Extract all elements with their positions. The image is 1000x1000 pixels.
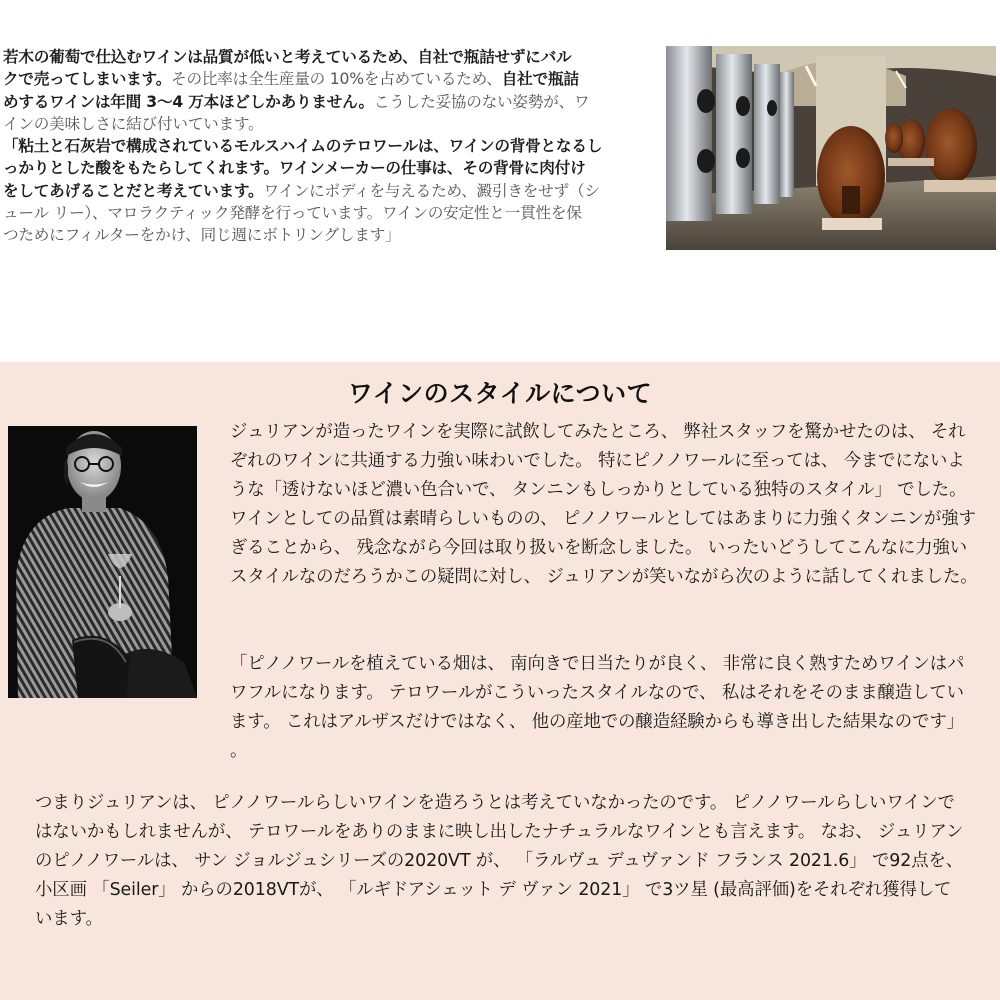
top-text-line <box>3 91 653 113</box>
emphasized-text: 自社で瓶詰 <box>501 70 579 89</box>
top-text-line <box>3 135 653 157</box>
conclusion-paragraph: つまりジュリアンは、 ピノノワールらしいワインを造ろうとは考えていなかったのです。 ピノノワールらしいワインではないかもしれませんが、 テロワールをありのままに映し出したナチュラルなワインとも言えます。 なお、 ジュリアンのピノノワールは、 サン ジョルジュシリーズの2020VT が、 「ラルヴュ デュヴァンド フランス 2021.6」 で92点を、 小区画 「Seiler」 からの2018VTが、 「ルギドアシェット デ ヴァン 2021」 で3ツ星 (最高評価)をそれぞれ獲得しています。 <box>35 793 964 929</box>
emphasized-text: クで売ってしまいます。 <box>3 70 172 89</box>
section-heading: ワインのスタイルについて <box>347 379 653 408</box>
top-section <box>0 0 1000 362</box>
regular-text: ュール リー）、マロラクティック発酵を行っています。ワインの安定性と一貫性を保 <box>3 204 582 223</box>
top-text-line <box>3 224 653 246</box>
regular-text: その比率は全生産量の 10%を占めているため、 <box>171 70 502 89</box>
top-text-line <box>3 180 653 202</box>
winemaker-portrait-photo <box>8 426 197 698</box>
emphasized-text: めするワインは年間 3～4 万本ほどしかありません。 <box>3 92 374 111</box>
emphasized-text: っかりとした酸をもたらしてくれます。ワインメーカーの仕事は、その背骨に肉付け <box>3 159 586 178</box>
wine-style-section <box>0 362 1000 1000</box>
wine-cellar-photo <box>666 46 996 250</box>
top-text-line <box>3 113 653 135</box>
top-text-line <box>3 46 653 68</box>
top-text-line <box>3 157 653 179</box>
top-text-line <box>3 68 653 90</box>
top-text-line <box>3 202 653 224</box>
emphasized-text: 「粘土と石灰岩で構成されているモルスハイムのテロワールは、ワインの背骨となるし <box>3 137 603 156</box>
regular-text: こうした妥協のない姿勢が、ワ <box>373 92 590 111</box>
regular-text: インの美味しさに結び付いています。 <box>3 114 264 133</box>
emphasized-text: 若木の葡萄で仕込むワインは品質が低いと考えているため、自社で瓶詰せずにバル <box>3 48 572 66</box>
winemaker-quote: 「ピノノワールを植えている畑は、 南向きで日当たりが良く、 非常に良く熟すためワインはパワフルになります。 テロワールがこういったスタイルなので、 私はそれをそのまま醸造しています。 これはアルザスだけではなく、 他の産地での醸造経験からも導き出した結果なのです」 。 <box>230 654 965 761</box>
emphasized-text: をしてあげることだと考えています。 <box>3 181 264 200</box>
regular-text: ワインにボディを与えるため、澱引きをせず（シ <box>263 181 600 200</box>
top-text-block <box>3 46 653 247</box>
regular-text: つためにフィルターをかけ、同じ週にボトリングします」 <box>3 226 401 245</box>
intro-paragraph: ジュリアンが造ったワインを実際に試飲してみたところ、 弊社スタッフを驚かせたのは、 それぞれのワインに共通する力強い味わいでした。 特にピノノワールに至っては、 今までにないような「透けないほど濃い色合いで、 タンニンもしっかりとしている独特のスタイル」 でした。 ワインとしての品質は素晴らしいものの、 ピノノワールとしてはあまりに力強くタンニンが強すぎることから、 残念ながら今回は取り扱いを断念しました。 いったいどうしてこんなに力強いスタイルなのだろうかこの疑問に対し、 ジュリアンが笑いながら次のように話してくれました。 <box>230 422 978 587</box>
